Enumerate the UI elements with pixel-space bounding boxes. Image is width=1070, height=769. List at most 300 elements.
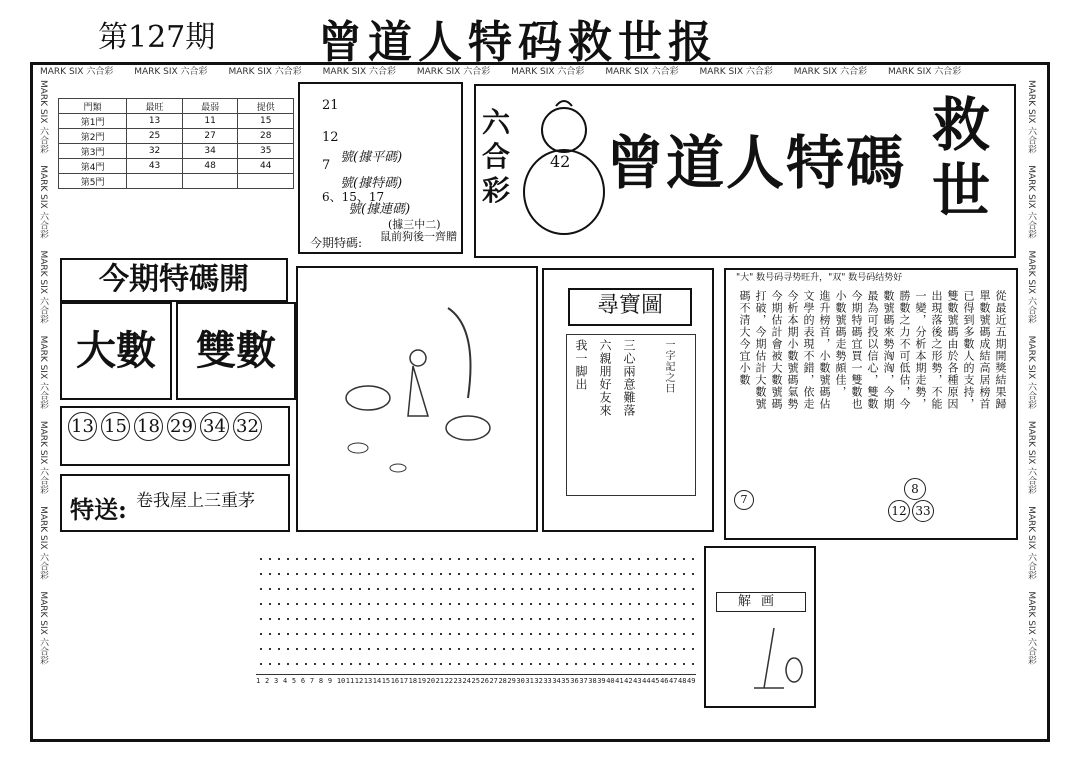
dot-grid — [256, 544, 696, 718]
grid-dot — [431, 618, 433, 620]
grid-dot — [575, 558, 577, 560]
grid-dot — [278, 648, 280, 650]
grid-dot — [638, 663, 640, 665]
hint-6-note: 鼠前狗後一齊贈 — [380, 230, 457, 243]
analysis-circle: 7 — [734, 490, 754, 510]
grid-dot — [665, 633, 667, 635]
grid-column-number: 3 — [273, 677, 279, 685]
grid-dot — [278, 603, 280, 605]
grid-dot — [440, 573, 442, 575]
grid-dot — [584, 648, 586, 650]
grid-dot — [440, 648, 442, 650]
grid-dot — [269, 633, 271, 635]
grid-column-number: 41 — [615, 677, 624, 685]
grid-column-number: 9 — [327, 677, 333, 685]
grid-dot — [305, 663, 307, 665]
analysis-circle: 12 — [888, 500, 910, 522]
grid-dot — [566, 588, 568, 590]
grid-dot — [557, 633, 559, 635]
grid-dot — [458, 588, 460, 590]
grid-column-number: 26 — [480, 677, 489, 685]
grid-dot — [278, 633, 280, 635]
analysis-col: 出現落後之形勢，不能 — [930, 290, 943, 410]
grid-dot — [386, 603, 388, 605]
grid-dot — [494, 558, 496, 560]
grid-dot — [332, 648, 334, 650]
grid-dot — [395, 618, 397, 620]
grid-dot — [269, 573, 271, 575]
analysis-col: 進升榜首，小數號碼佔 — [818, 290, 831, 410]
analysis-col: 從最近五期開獎結果歸 — [994, 290, 1007, 410]
hint-1-number: 21 — [322, 98, 339, 113]
grid-dot — [611, 663, 613, 665]
grid-dot — [323, 588, 325, 590]
grid-dot — [521, 663, 523, 665]
treasure-title: 尋寶圖 — [568, 288, 692, 326]
grid-dot — [512, 558, 514, 560]
jiehua-illustration — [714, 618, 810, 704]
grid-dot — [458, 663, 460, 665]
grid-column-number: 5 — [291, 677, 297, 685]
grid-column-number: 22 — [444, 677, 453, 685]
grid-dot — [413, 633, 415, 635]
jiehua-box — [704, 546, 816, 708]
grid-dot — [296, 558, 298, 560]
grid-dot — [386, 573, 388, 575]
grid-column-number: 42 — [624, 677, 633, 685]
grid-dot — [368, 663, 370, 665]
grid-dot — [692, 633, 694, 635]
grid-dot — [494, 633, 496, 635]
grid-dot — [458, 633, 460, 635]
grid-dot — [494, 603, 496, 605]
grid-dot — [692, 648, 694, 650]
grid-dot — [575, 603, 577, 605]
grid-dot — [359, 663, 361, 665]
table-header: 最弱 — [182, 99, 238, 114]
grid-dot — [602, 663, 604, 665]
grid-dot — [440, 603, 442, 605]
analysis-col: 單數號碼成結高居榜首 — [978, 290, 991, 410]
grid-dot — [323, 618, 325, 620]
grid-column-number: 16 — [390, 677, 400, 685]
grid-dot — [539, 603, 541, 605]
grid-dot — [647, 603, 649, 605]
number-circle: 18 — [134, 412, 163, 441]
grid-dot — [404, 558, 406, 560]
grid-dot — [359, 558, 361, 560]
grid-dot — [593, 663, 595, 665]
grid-dot — [521, 648, 523, 650]
grid-dot — [341, 618, 343, 620]
grid-dot — [260, 618, 262, 620]
grid-dot — [431, 558, 433, 560]
analysis-col: 數號碼來勢洶洶，今期 — [882, 290, 895, 410]
grid-dot — [368, 588, 370, 590]
grid-dot — [521, 603, 523, 605]
grid-dot — [449, 663, 451, 665]
grid-dot — [674, 558, 676, 560]
grid-dot — [521, 573, 523, 575]
grid-dot — [566, 663, 568, 665]
grid-dot — [350, 558, 352, 560]
grid-dot — [548, 558, 550, 560]
grid-dot — [458, 648, 460, 650]
grid-dot — [620, 558, 622, 560]
grid-dot — [593, 558, 595, 560]
analysis-circle: 8 — [904, 478, 926, 500]
open-title-box — [60, 258, 288, 302]
grid-dot — [449, 618, 451, 620]
grid-column-number: 35 — [561, 677, 570, 685]
grid-dot — [278, 618, 280, 620]
table-row: 第3門 32 34 35 — [59, 144, 294, 159]
grid-dot — [656, 558, 658, 560]
grid-dot — [629, 588, 631, 590]
grid-dot — [539, 573, 541, 575]
grid-dot — [440, 633, 442, 635]
grid-dot — [467, 633, 469, 635]
grid-column-number: 43 — [633, 677, 642, 685]
grid-column-number: 21 — [435, 677, 445, 685]
grid-dot — [530, 573, 532, 575]
grid-dot — [440, 663, 442, 665]
grid-dot — [692, 588, 694, 590]
grid-dot — [386, 588, 388, 590]
grid-dot — [395, 573, 397, 575]
gift-label: 特送: — [70, 495, 127, 524]
grid-dot — [359, 573, 361, 575]
grid-dot — [467, 603, 469, 605]
grid-dot — [575, 663, 577, 665]
grid-dot — [323, 573, 325, 575]
grid-dot — [260, 633, 262, 635]
grid-dot — [395, 558, 397, 560]
grid-dot — [656, 573, 658, 575]
grid-dot — [305, 618, 307, 620]
grid-dot — [485, 663, 487, 665]
grid-dot — [386, 633, 388, 635]
grid-dot — [548, 618, 550, 620]
grid-dot — [503, 648, 505, 650]
grid-dot — [404, 633, 406, 635]
grid-dot — [269, 648, 271, 650]
grid-dot — [503, 603, 505, 605]
grid-dot — [521, 588, 523, 590]
grid-dot — [404, 663, 406, 665]
grid-dot — [647, 558, 649, 560]
grid-dot — [413, 663, 415, 665]
logo-title: 曾道人特碼 — [606, 129, 907, 197]
grid-dot — [350, 588, 352, 590]
grid-dot — [548, 603, 550, 605]
grid-dot — [557, 603, 559, 605]
liuhe-label: 六合彩 — [482, 106, 511, 207]
grid-dot — [512, 618, 514, 620]
grid-column-number: 47 — [669, 677, 678, 685]
grid-dot — [503, 633, 505, 635]
grid-dot — [305, 633, 307, 635]
grid-dot — [692, 603, 694, 605]
logo-box — [474, 84, 1016, 258]
grid-dot — [395, 648, 397, 650]
grid-dot — [530, 648, 532, 650]
ball-number: 42 — [550, 152, 571, 171]
grid-dot — [593, 633, 595, 635]
treasure-scroll — [566, 334, 696, 496]
grid-dot — [323, 633, 325, 635]
grid-dot — [503, 573, 505, 575]
grid-dot — [377, 663, 379, 665]
grid-dot — [575, 573, 577, 575]
grid-dot — [647, 663, 649, 665]
grid-dot — [611, 558, 613, 560]
grid-dot — [359, 633, 361, 635]
grid-column-number: 25 — [471, 677, 480, 685]
grid-dot — [287, 663, 289, 665]
hints-box — [298, 82, 463, 254]
grid-dot — [278, 588, 280, 590]
grid-dot — [386, 558, 388, 560]
grid-dot — [665, 573, 667, 575]
grid-dot — [341, 648, 343, 650]
grid-dot — [314, 618, 316, 620]
numbers-box — [60, 406, 290, 466]
grid-dot — [377, 648, 379, 650]
grid-dot — [638, 573, 640, 575]
grid-column-number: 8 — [318, 677, 324, 685]
grid-dot — [341, 603, 343, 605]
hint-3-number: 7 — [322, 158, 331, 173]
grid-dot — [341, 588, 343, 590]
today-special-label: 今期特碼: — [310, 236, 363, 250]
grid-dot — [368, 573, 370, 575]
grid-dot — [269, 618, 271, 620]
grid-dot — [467, 648, 469, 650]
grid-dot — [620, 648, 622, 650]
grid-dot — [548, 663, 550, 665]
grid-dot — [647, 618, 649, 620]
grid-dot — [413, 558, 415, 560]
grid-dot — [530, 603, 532, 605]
grid-dot — [296, 573, 298, 575]
grid-dot — [287, 633, 289, 635]
grid-dot — [557, 663, 559, 665]
analysis-col: 文學的表現不錯，依走 — [802, 290, 815, 410]
grid-dot — [368, 603, 370, 605]
hint-3-text: 號(據特碼) — [340, 176, 403, 191]
grid-dot — [278, 558, 280, 560]
grid-dot — [539, 663, 541, 665]
grid-dot — [296, 603, 298, 605]
grid-column-number: 44 — [642, 677, 651, 685]
grid-dot — [647, 573, 649, 575]
grid-dot — [530, 633, 532, 635]
brand-strip-text: MARK SIX 六合彩 — [40, 67, 114, 76]
grid-dot — [629, 558, 631, 560]
grid-dot — [575, 588, 577, 590]
grid-column-number: 30 — [516, 677, 525, 685]
grid-dot — [557, 648, 559, 650]
grid-dot — [458, 573, 460, 575]
grid-dot — [512, 588, 514, 590]
grid-dot — [260, 648, 262, 650]
grid-dot — [449, 648, 451, 650]
grid-dot — [323, 648, 325, 650]
grid-dot — [656, 663, 658, 665]
grid-dot — [548, 573, 550, 575]
grid-dot — [476, 618, 478, 620]
grid-dot — [368, 633, 370, 635]
grid-dot — [332, 588, 334, 590]
grid-dot — [584, 558, 586, 560]
grid-dot — [395, 633, 397, 635]
grid-dot — [323, 603, 325, 605]
grid-dot — [449, 633, 451, 635]
grid-dot — [377, 588, 379, 590]
grid-dot — [485, 648, 487, 650]
grid-column-number: 27 — [489, 677, 498, 685]
grid-dot — [278, 573, 280, 575]
grid-dot — [683, 558, 685, 560]
grid-dot — [359, 648, 361, 650]
grid-dot — [692, 663, 694, 665]
grid-dot — [638, 648, 640, 650]
grid-dot — [512, 573, 514, 575]
gift-text: 卷我屋上三重茅 — [136, 491, 255, 511]
grid-column-number: 45 — [651, 677, 660, 685]
open-right-box — [176, 302, 296, 400]
grid-dot — [539, 618, 541, 620]
grid-dot — [485, 588, 487, 590]
treasure-col: 三心兩意難落 — [622, 339, 636, 417]
number-circle: 29 — [167, 412, 196, 441]
grid-dot — [584, 663, 586, 665]
grid-dot — [422, 648, 424, 650]
analysis-col: 小數號碼走勢頗佳， — [834, 290, 847, 398]
grid-column-number: 46 — [660, 677, 669, 685]
grid-dot — [665, 663, 667, 665]
grid-dot — [638, 603, 640, 605]
grid-dot — [485, 633, 487, 635]
analysis-col: 碼不清大今宜小數 — [738, 290, 751, 386]
grid-dot — [377, 573, 379, 575]
grid-dot — [413, 588, 415, 590]
dot-grid-numbers — [256, 674, 696, 719]
grid-dot — [305, 558, 307, 560]
grid-dot — [557, 618, 559, 620]
grid-column-number: 39 — [597, 677, 606, 685]
grid-dot — [602, 618, 604, 620]
grid-dot — [584, 633, 586, 635]
grid-dot — [692, 558, 694, 560]
grid-dot — [404, 618, 406, 620]
grid-dot — [404, 603, 406, 605]
grid-dot — [413, 603, 415, 605]
grid-dot — [521, 618, 523, 620]
grid-dot — [593, 588, 595, 590]
grid-dot — [305, 603, 307, 605]
grid-dot — [323, 558, 325, 560]
table-row: 第4門 43 48 44 — [59, 159, 294, 174]
grid-dot — [476, 603, 478, 605]
grid-dot — [683, 648, 685, 650]
grid-column-number: 33 — [543, 677, 552, 685]
grid-dot — [494, 663, 496, 665]
grid-column-number: 19 — [417, 677, 427, 685]
grid-dot — [665, 618, 667, 620]
hint-4-text: 號(據連碼) — [348, 202, 411, 217]
grid-dot — [665, 588, 667, 590]
grid-dot — [287, 603, 289, 605]
grid-dot — [629, 663, 631, 665]
grid-dot — [620, 573, 622, 575]
analysis-col: 今期特碼宜買一雙數也 — [850, 290, 863, 410]
grid-dot — [620, 603, 622, 605]
brand-strip-left: MARK SIX 六合彩 MARK SIX 六合彩 MARK SIX 六合彩 MARK SIX 六合彩 MARK SIX 六合彩 MARK SIX 六合彩 MARK SIX 六合彩 — [38, 80, 48, 665]
grid-dot — [521, 633, 523, 635]
grid-dot — [647, 633, 649, 635]
grid-dot — [458, 603, 460, 605]
grid-dot — [584, 588, 586, 590]
grid-column-number: 1 — [256, 677, 261, 685]
door-table — [58, 98, 294, 189]
grid-dot — [683, 663, 685, 665]
grid-dot — [422, 633, 424, 635]
grid-dot — [638, 618, 640, 620]
analysis-top-line: "大" 数号码寻势旺升，"双" 数号码结势好 — [736, 273, 903, 283]
grid-dot — [341, 573, 343, 575]
grid-dot — [665, 558, 667, 560]
grid-dot — [548, 648, 550, 650]
hint-2-text: 號(據平碼) — [340, 150, 403, 165]
grid-dot — [647, 648, 649, 650]
grid-dot — [494, 618, 496, 620]
grid-dot — [602, 573, 604, 575]
grid-dot — [404, 648, 406, 650]
grid-dot — [422, 663, 424, 665]
grid-dot — [494, 588, 496, 590]
grid-dot — [611, 603, 613, 605]
grid-dot — [422, 603, 424, 605]
grid-dot — [341, 633, 343, 635]
open-title: 今期特碼開 — [99, 262, 249, 297]
grid-dot — [413, 573, 415, 575]
number-circle: 32 — [233, 412, 262, 441]
grid-dot — [674, 663, 676, 665]
analysis-circle: 33 — [912, 500, 934, 522]
grid-dot — [467, 618, 469, 620]
grid-dot — [296, 648, 298, 650]
grid-dot — [422, 558, 424, 560]
grid-dot — [350, 618, 352, 620]
grid-dot — [314, 573, 316, 575]
grid-dot — [566, 573, 568, 575]
grid-dot — [305, 573, 307, 575]
grid-dot — [539, 558, 541, 560]
grid-dot — [350, 663, 352, 665]
grid-dot — [269, 603, 271, 605]
grid-dot — [674, 588, 676, 590]
number-circle: 34 — [200, 412, 229, 441]
grid-dot — [305, 588, 307, 590]
grid-column-number: 24 — [462, 677, 471, 685]
grid-dot — [314, 588, 316, 590]
masthead-title: 曾道人特码救世报 — [318, 17, 718, 68]
analysis-col: 今析本期小數號碼氣勢 — [786, 290, 799, 410]
grid-dot — [386, 648, 388, 650]
grid-dot — [467, 663, 469, 665]
